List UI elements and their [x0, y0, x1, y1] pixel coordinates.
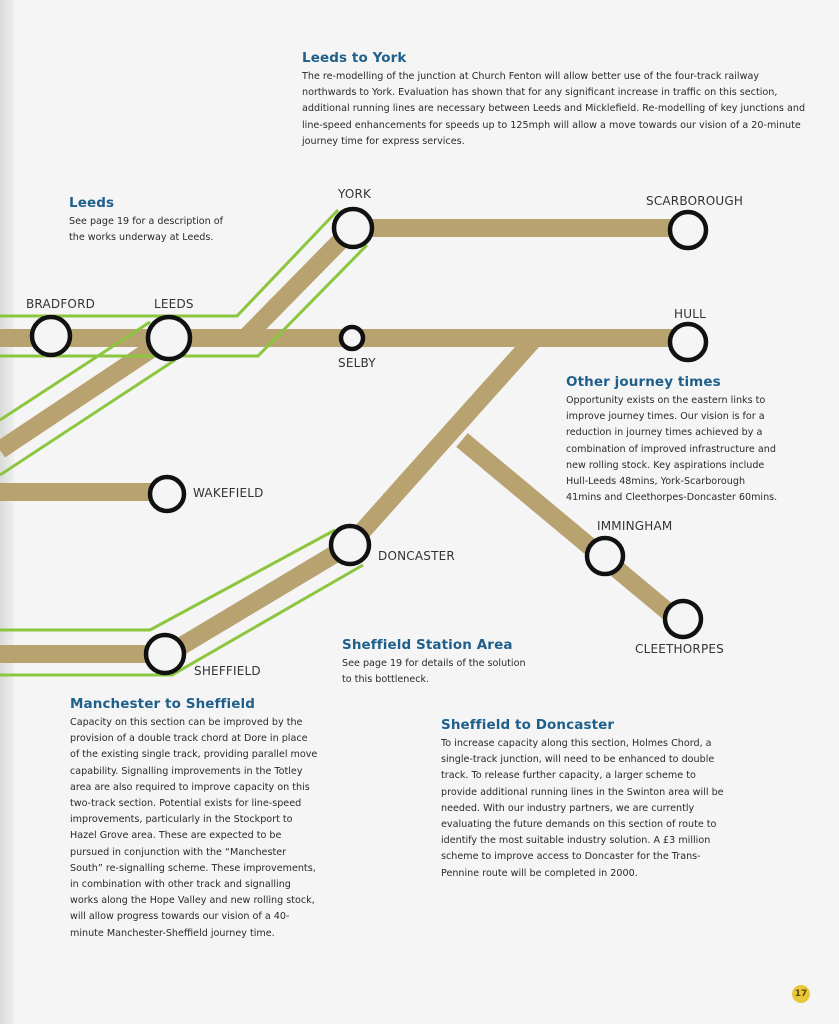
text-line: evaluating the future demands on this section of route to	[441, 819, 717, 831]
station-wakefield	[150, 477, 184, 511]
text-line: works along the Hope Valley and new rolling stock,	[70, 895, 315, 907]
text-line: The re-modelling of the junction at Church Fenton will allow better use of the four-track railway	[302, 71, 759, 82]
text-line: area are also required to improve capacity on this	[70, 781, 310, 793]
section-body	[441, 736, 741, 882]
text-line: track. To release further capacity, a larger scheme to	[441, 770, 696, 782]
section-body	[70, 715, 330, 942]
section-title: Leeds	[69, 195, 115, 211]
section-sheffield-to-doncaster	[441, 717, 741, 882]
station-scarborough	[670, 212, 706, 248]
text-line: To increase capacity along this section, Holmes Chord, a	[441, 738, 712, 749]
text-line: Opportunity exists on the eastern links to	[566, 395, 766, 406]
green-sw-lower	[0, 360, 175, 475]
section-other-journey-times	[566, 374, 836, 506]
text-line: improve journey times. Our vision is for a	[566, 411, 765, 423]
text-line: reduction in journey times achieved by a	[566, 427, 763, 439]
label-hull: HULL	[674, 307, 706, 321]
text-line: northwards to York. Evaluation has shown that for any significant increase in traffic on this section,	[302, 87, 778, 99]
text-line: scheme to improve access to Doncaster for the Trans-	[441, 851, 701, 863]
label-sheffield: SHEFFIELD	[194, 664, 261, 678]
text-line: Hazel Grove area. These are expected to be	[70, 830, 282, 842]
label-immingham: IMMINGHAM	[597, 519, 673, 533]
station-york	[334, 209, 372, 247]
section-title: Leeds to York	[302, 50, 407, 66]
section-title: Manchester to Sheffield	[70, 696, 255, 712]
text-line: line-speed enhancements for speeds up to 125mph will allow a move towards our vision of a 20-minute	[302, 119, 801, 131]
section-title: Sheffield Station Area	[342, 637, 513, 653]
text-line: minute Manchester-Sheffield journey time.	[70, 927, 275, 939]
section-leeds-to-york	[302, 50, 822, 150]
text-line: Hull-Leeds 48mins, York-Scarborough	[566, 476, 746, 488]
text-line: journey time for express services.	[302, 135, 465, 147]
section-body	[566, 393, 836, 506]
section-sheffield-station-area	[342, 637, 572, 688]
text-line: will allow progress towards our vision of a 40-	[70, 911, 290, 923]
text-line: provision of a double track chord at Dore in place	[70, 733, 308, 745]
text-line: 41mins and Cleethorpes-Doncaster 60mins.	[566, 492, 778, 504]
text-line: improvements, particularly in the Stockport to	[70, 814, 293, 826]
station-immingham	[587, 538, 623, 574]
text-line: Pennine route will be completed in 2000.	[441, 867, 638, 879]
station-doncaster	[331, 526, 369, 564]
text-line: the works underway at Leeds.	[69, 232, 214, 244]
label-leeds: LEEDS	[154, 297, 194, 311]
track-selby-doncaster	[350, 338, 535, 545]
section-title: Other journey times	[566, 374, 721, 390]
text-line: additional running lines are necessary between Leeds and Micklefield. Re-modelling of key junctions and	[302, 103, 806, 115]
station-selby	[341, 327, 363, 349]
label-scarborough: SCARBOROUGH	[646, 194, 744, 208]
station-leeds	[148, 317, 190, 359]
track-doncaster-sheffield	[168, 545, 350, 654]
text-line: needed. With our industry partners, we are currently	[441, 802, 695, 814]
section-body	[302, 69, 822, 150]
text-line: capability. Signalling improvements in the Totley	[70, 765, 303, 777]
station-sheffield	[146, 635, 184, 673]
text-line: single-track junction, will need to be enhanced to double	[441, 754, 715, 766]
station-cleethorpes	[665, 601, 701, 637]
text-line: two-track section. Potential exists for line-speed	[70, 798, 302, 810]
label-wakefield: WAKEFIELD	[193, 486, 264, 500]
text-line: of the existing single track, providing parallel move	[70, 749, 318, 761]
section-body	[69, 214, 269, 246]
text-line: Capacity on this section can be improved by the	[70, 717, 303, 728]
station-bradford	[32, 317, 70, 355]
text-line: See page 19 for a description of	[69, 216, 224, 227]
text-line: provide additional running lines in the Swinton area will be	[441, 786, 724, 798]
label-doncaster: DONCASTER	[378, 549, 455, 563]
label-cleethorpes: CLEETHORPES	[635, 642, 725, 656]
label-york: YORK	[338, 187, 372, 201]
text-line: identify the most suitable industry solution. A £3 million	[441, 835, 711, 847]
section-title: Sheffield to Doncaster	[441, 717, 615, 733]
text-line: South” re-signalling scheme. These improvements,	[70, 862, 316, 874]
text-line: new rolling stock. Key aspirations include	[566, 459, 765, 471]
section-body	[342, 656, 572, 688]
section-leeds	[69, 195, 269, 246]
text-line: combination of improved infrastructure and	[566, 443, 776, 455]
text-line: to this bottleneck.	[342, 674, 430, 686]
label-selby: SELBY	[338, 356, 376, 370]
text-line: in combination with other track and signalling	[70, 879, 291, 891]
section-manchester-to-sheffield	[70, 696, 330, 942]
text-line: pursued in conjunction with the “Manchester	[70, 846, 287, 858]
page-number-badge: 17	[792, 985, 810, 1003]
label-bradford: BRADFORD	[26, 297, 96, 311]
text-line: See page 19 for details of the solution	[342, 658, 526, 669]
station-hull	[670, 324, 706, 360]
